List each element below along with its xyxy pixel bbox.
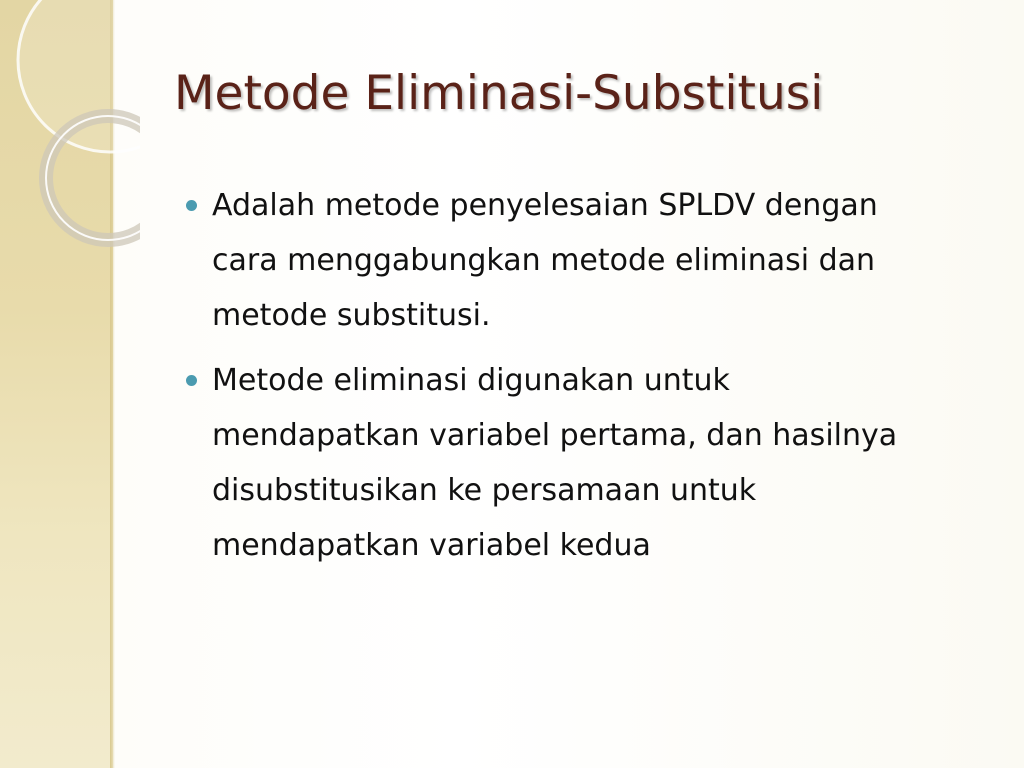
bullet-text: Metode eliminasi digunakan untuk mendapatkan variabel pertama, dan hasilnya disubstitusikan ke persamaan untuk mendapatkan variabel kedua bbox=[212, 363, 898, 563]
bullet-list bbox=[186, 178, 926, 583]
bullet-icon bbox=[186, 200, 197, 211]
slide-title: Metode Eliminasi-Substitusi bbox=[174, 66, 824, 121]
bullet-icon bbox=[186, 375, 197, 386]
bullet-item bbox=[186, 178, 926, 343]
bullet-item bbox=[186, 353, 926, 573]
bullet-text: Adalah metode penyelesaian SPLDV dengan cara menggabungkan metode eliminasi dan metode substitusi. bbox=[212, 188, 878, 333]
circle-decoration bbox=[0, 0, 140, 260]
